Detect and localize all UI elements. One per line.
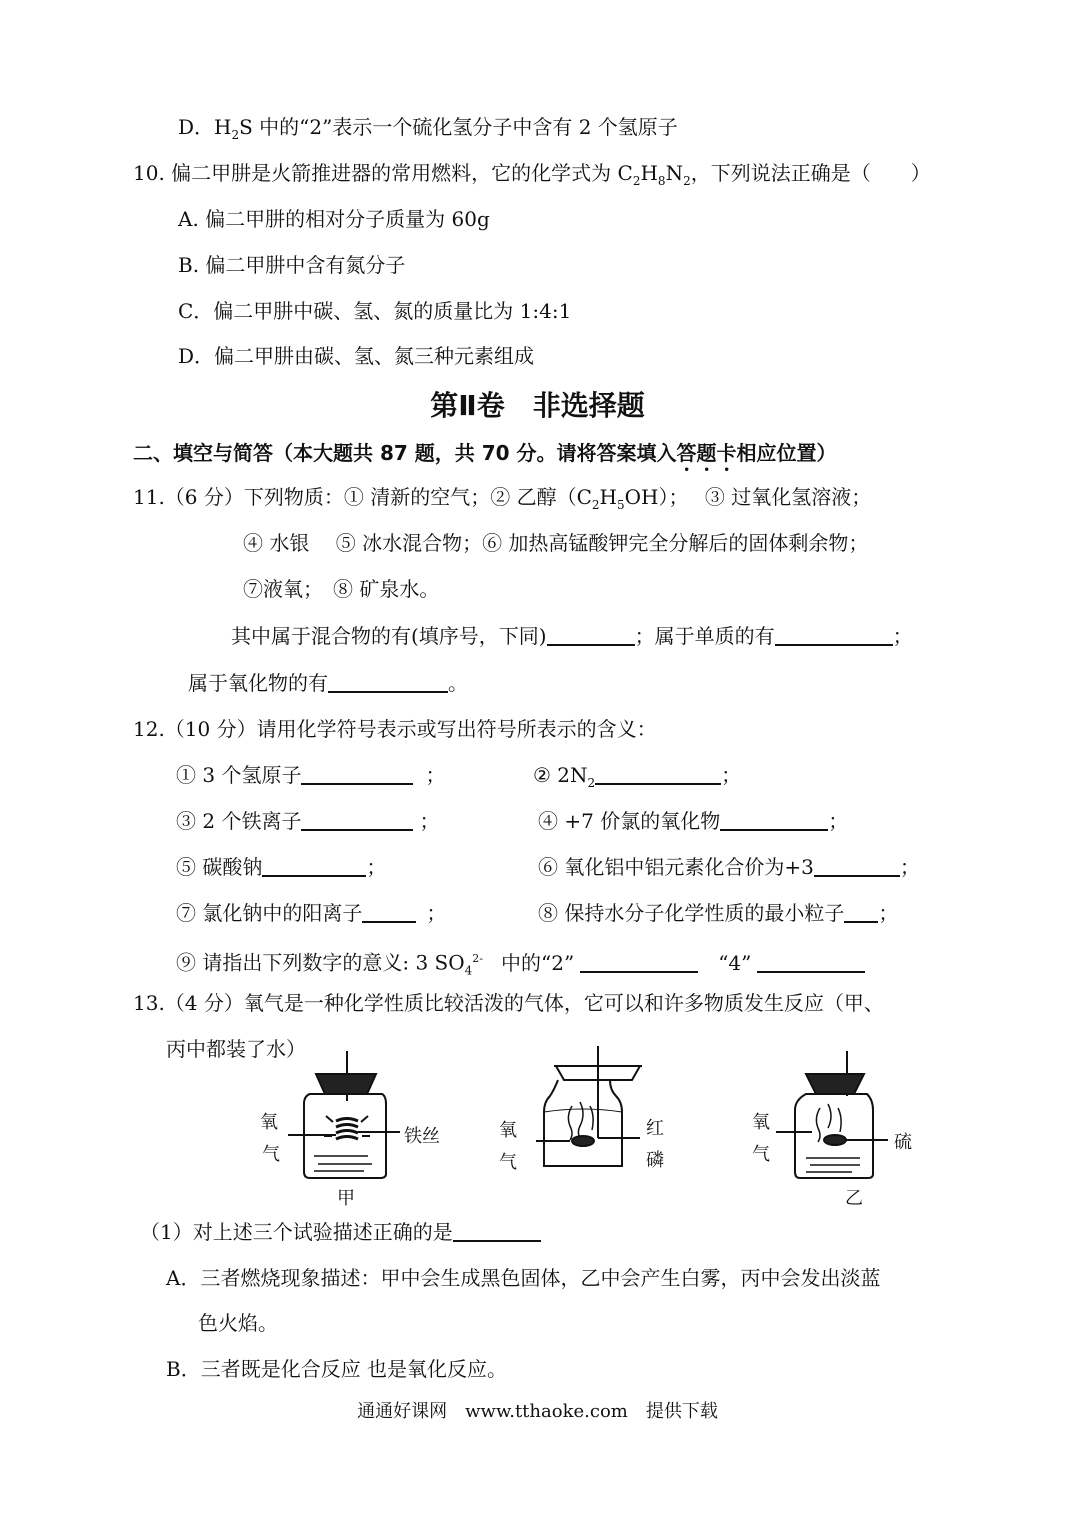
q12-blank9b[interactable] [757,951,865,973]
q12-item2: ② $2N_2$ ； [533,763,742,790]
jar3-substance-label: 硫 [894,1132,912,1153]
q12-stem: 12.（10 分）请用化学符号表示或写出符号所表示的含义： [133,717,657,741]
q10-option-c: C．偏二甲肼中碳、氢、氮的质量比为 1:4:1 [178,299,572,323]
jar-1 [288,1051,400,1178]
q10-option-a: A. 偏二甲肼的相对分子质量为 60g [178,207,490,231]
jar1-gas-label-2: 气 [262,1144,280,1165]
apparatus-figure [240,1046,960,1206]
jar2-substance-label-2: 磷 [646,1150,664,1171]
q12-item7: ⑦ 氯化钠中的阳离子 ； [176,901,447,925]
q13-line2: 丙中都装了水） [166,1037,306,1061]
q13-option-a-line1: A．三者燃烧现象描述：甲中会生成黑色固体，乙中会产生白雾，丙中会发出淡蓝 [166,1266,881,1290]
q13-option-b: B．三者既是化合反应 也是氧化反应。 [166,1357,508,1381]
q11-line1: 11.（6 分）下列物质：① 清新的空气；② 乙醇$(C_2H_5OH)$； ③ 过氧化氢溶液； [133,485,872,512]
q10-stem: 10. 偏二甲肼是火箭推进器的常用燃料，它的化学式为 $C_2H_8N_2$，下列说法正确是（ ） [133,161,931,188]
q12-item5: ⑤ 碳酸钠 ； [176,855,387,879]
q12-blank9a[interactable] [580,951,698,973]
section-title: 第Ⅱ卷 非选择题 [430,389,645,422]
q13-answer-blank[interactable] [453,1220,541,1242]
q12-blank1[interactable] [301,763,413,785]
q9-option-d: D．$H_2S$ 中的“2”表示一个硫化氢分子中含有 2 个氢原子 [178,115,678,142]
q12-blank7[interactable] [362,901,416,923]
jar3-name: 乙 [845,1188,863,1209]
q13-sub1: （1）对上述三个试验描述正确的是 [140,1219,541,1245]
jar1-substance-label: 铁丝 [404,1126,440,1147]
q12-blank4[interactable] [720,809,828,831]
jar2-gas-label-1: 氧 [499,1120,517,1141]
q12-item3: ③ 2 个铁离子 ； [176,809,440,833]
jar-3 [776,1051,888,1178]
q12-item6: ⑥ 氧化铝中铝元素化合价为+3 ； [538,855,920,879]
q11-oxide-blank[interactable] [328,671,448,693]
page-footer: 通通好课网 www.tthaoke.com 提供下载 [357,1401,718,1422]
q12-blank5[interactable] [262,855,366,877]
jar3-gas-label-2: 气 [752,1144,770,1165]
q12-blank3[interactable] [301,809,413,831]
q12-blank6[interactable] [814,855,900,877]
q12-item4: ④ +7 价氯的氧化物 ； [538,809,849,833]
q11-line5: 属于氧化物的有 。 [188,671,468,695]
q13-option-a-line2: 色火焰。 [198,1311,278,1335]
q13-line1: 13.（4 分）氧气是一种化学性质比较活泼的气体，它可以和许多物质发生反应（甲、 [133,991,884,1015]
part2-heading: 二、填空与简答（本大题共 87 题，共 70 分。请将答案填入答题卡相应位置） [133,441,837,465]
q12-blank2[interactable] [595,763,721,785]
q12-item9: ⑨ 请指出下列数字的意义: 3 $SO_4^{2-}$ 中的“2” “4” [176,946,865,984]
q12-item8: ⑧ 保持水分子化学性质的最小粒子 ； [538,901,899,925]
q12-blank8[interactable] [844,901,878,923]
q10-option-d: D．偏二甲肼由碳、氢、氮三种元素组成 [178,344,535,368]
jar2-substance-label-1: 红 [646,1118,664,1139]
q11-line2: ④ 水银 ⑤ 冰水混合物；⑥ 加热高锰酸钾完全分解后的固体剩余物； [243,531,869,555]
jar2-gas-label-2: 气 [499,1152,517,1173]
q11-line4: 其中属于混合物的有(填序号，下同) ；属于单质的有 ； [231,624,913,648]
q12-item1: ① 3 个氢原子 ； [176,763,446,787]
q11-mixture-blank[interactable] [547,624,635,646]
q10-option-b: B. 偏二甲肼中含有氮分子 [178,253,406,277]
jar3-gas-label-1: 氧 [752,1112,770,1133]
q11-element-blank[interactable] [775,624,893,646]
q11-line3: ⑦液氧； ⑧ 矿泉水。 [243,577,440,601]
jar1-name: 甲 [337,1188,355,1209]
jar1-gas-label-1: 氧 [260,1112,278,1133]
jar-2 [536,1046,642,1166]
